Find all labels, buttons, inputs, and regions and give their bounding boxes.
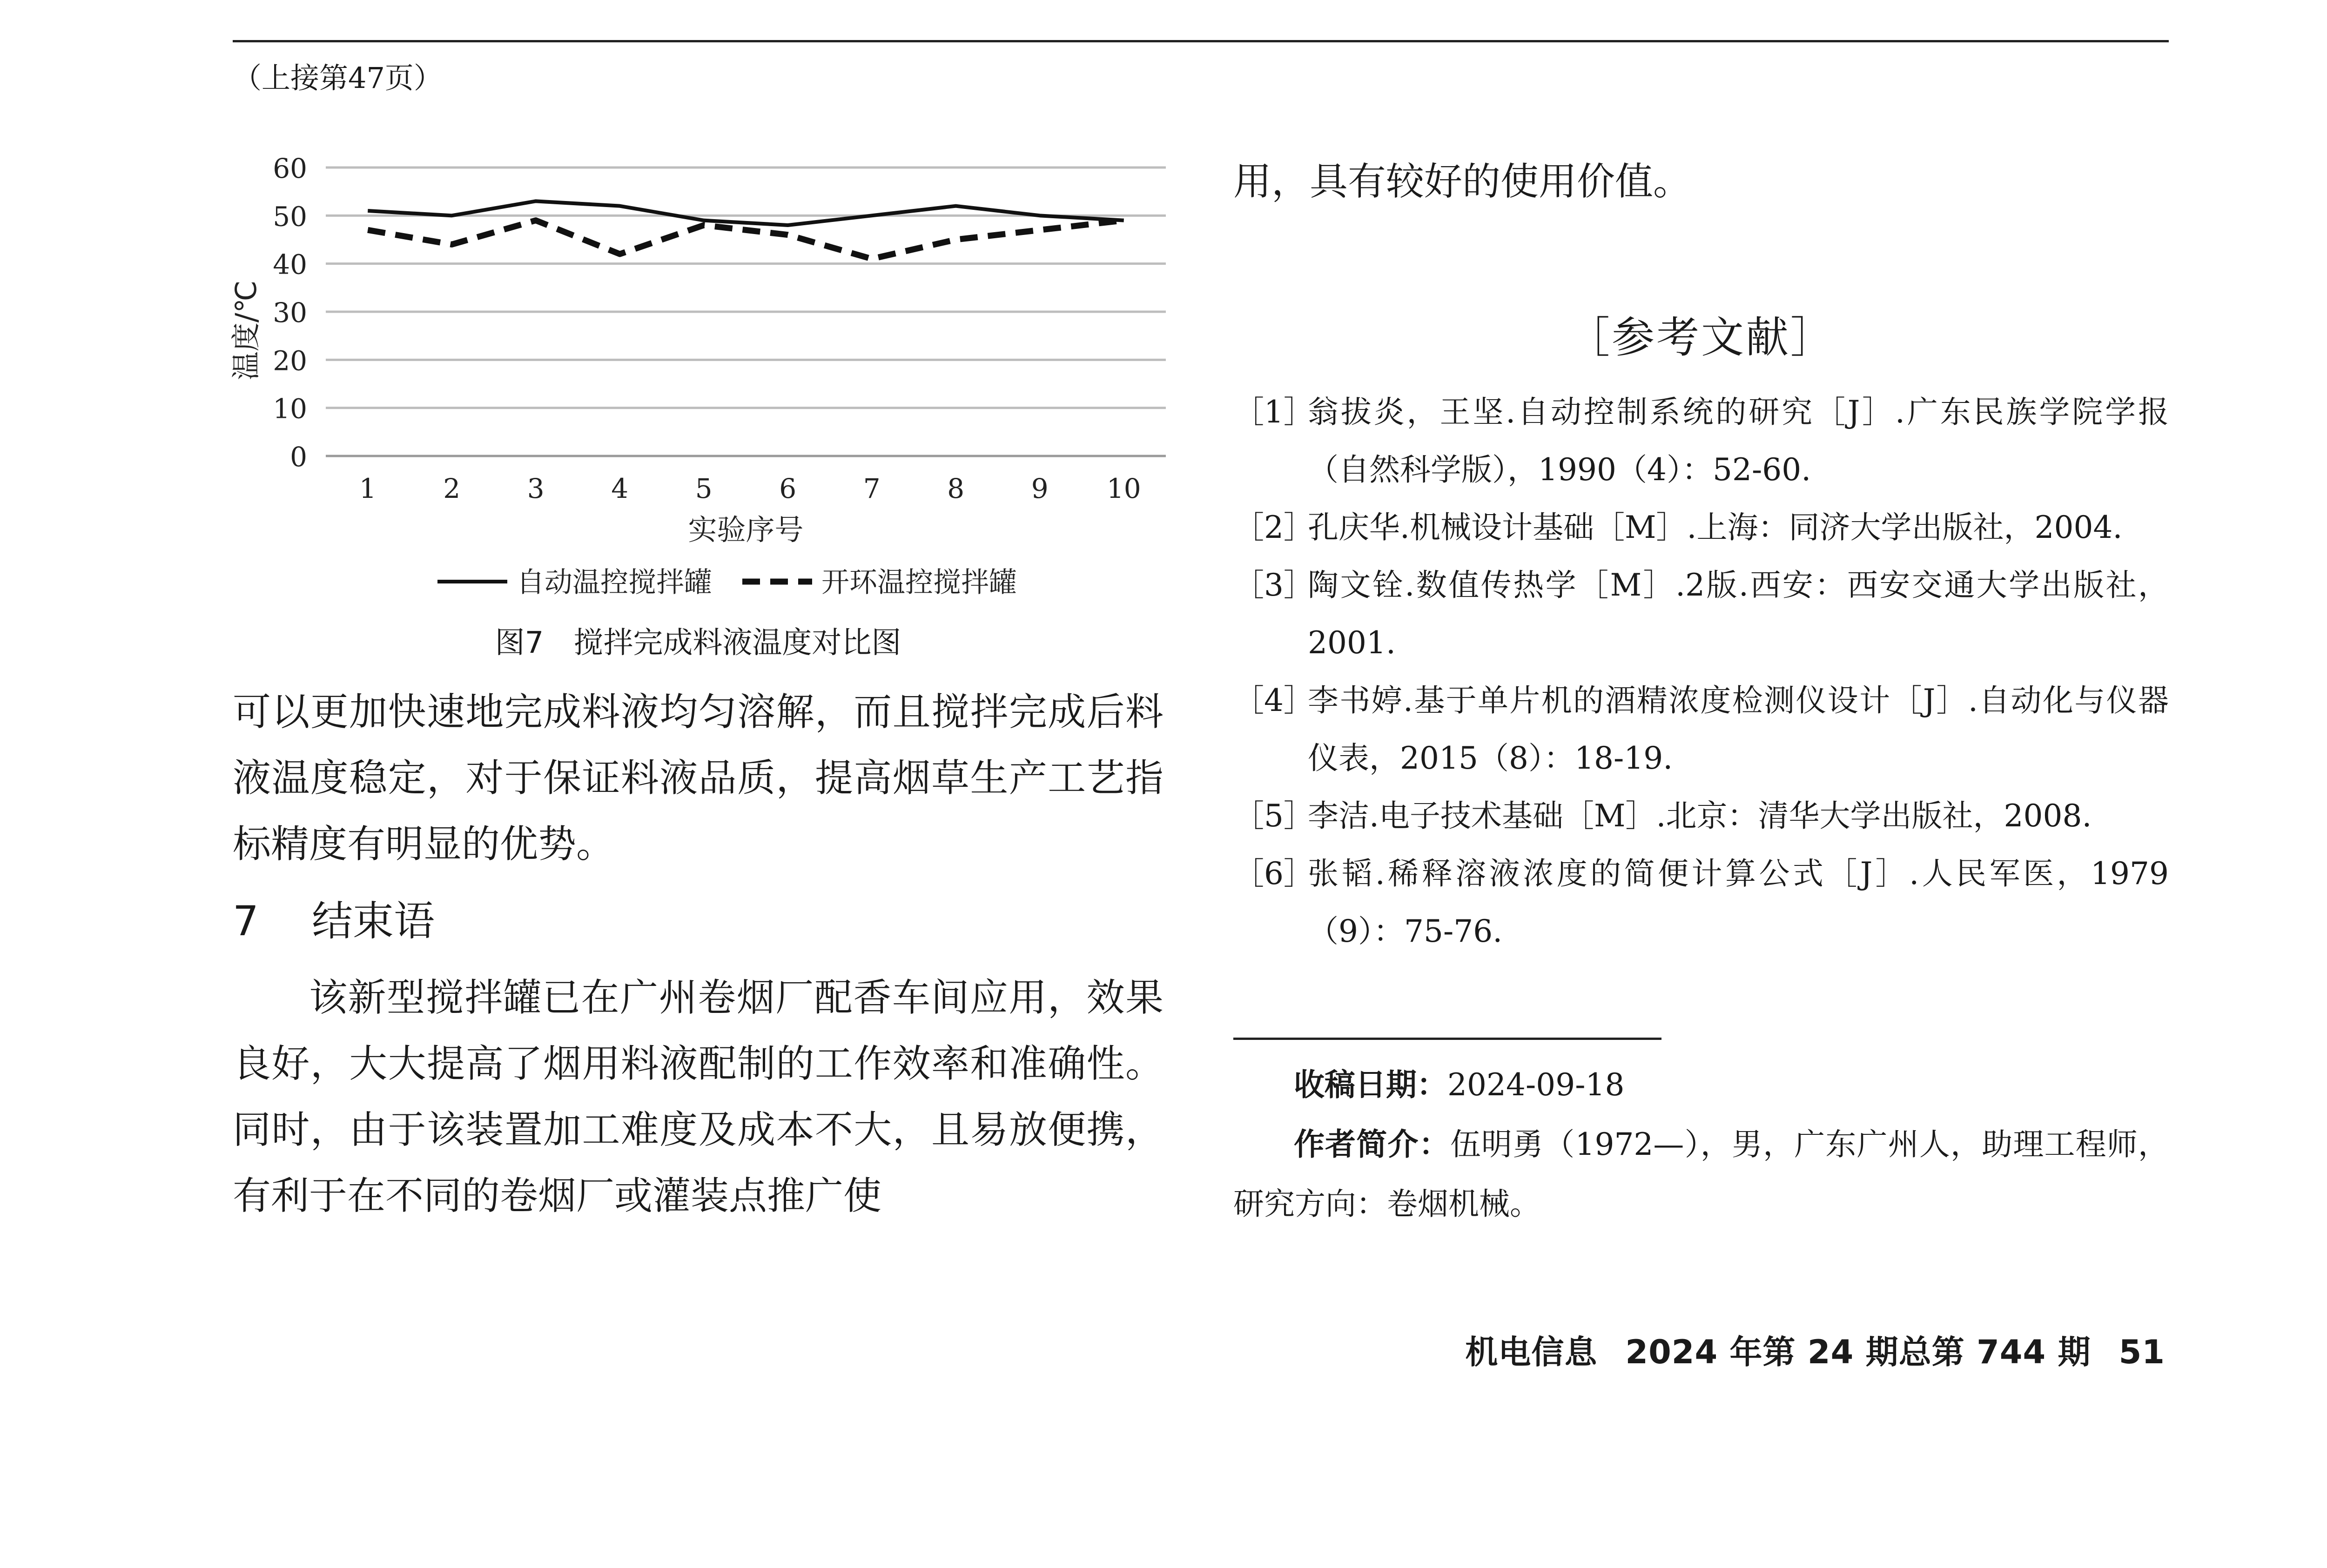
x-tick-label: 3 (527, 473, 545, 504)
temperature-chart (214, 140, 1215, 614)
reference-item (1233, 787, 2169, 845)
reference-item (1233, 556, 2169, 672)
reference-index: ［5］ (1233, 798, 1314, 834)
reference-text: 孔庆华.机械设计基础［M］.上海：同济大学出版社，2004. (1308, 509, 2123, 545)
issue-info: 2024 年第 24 期总第 744 期 (1625, 1333, 2091, 1371)
reference-index: ［4］ (1233, 683, 1314, 718)
page-footer (1437, 1326, 2165, 1373)
author-bio (1233, 1115, 2169, 1234)
y-axis-label: 温度/℃ (229, 280, 263, 381)
header-rule (233, 40, 2169, 42)
references-heading: ［参考文献］ (1567, 313, 1835, 362)
legend-label: 自动温控搅拌罐 (517, 566, 712, 599)
author-label: 作者简介： (1294, 1126, 1450, 1162)
x-tick-label: 1 (359, 473, 377, 504)
section-number: 7 (233, 897, 259, 945)
reference-index: ［2］ (1233, 509, 1314, 545)
figure-caption: 图7 搅拌完成料液温度对比图 (495, 626, 901, 660)
page-number: 51 (2119, 1333, 2165, 1371)
y-tick-label: 20 (273, 345, 307, 377)
journal-name: 机电信息 (1465, 1333, 1598, 1371)
reference-text: 翁拔炎，王坚.自动控制系统的研究［J］.广东民族学院学报（自然科学版），1990（4）：52-60. (1308, 394, 2169, 488)
x-tick-label: 6 (779, 473, 797, 504)
author-text: 伍明勇（1972—），男，广东广州人，助理工程师，研究方向：卷烟机械。 (1233, 1126, 2169, 1222)
x-tick-label: 10 (1106, 473, 1141, 504)
y-tick-label: 50 (273, 201, 307, 233)
body-paragraph: 该新型搅拌罐已在广州卷烟厂配香车间应用，效果良好，大大提高了烟用料液配制的工作效率和准确性。同时，由于该装置加工难度及成本不大，且易放便携，有利于在不同的卷烟厂或灌装点推广使 (233, 976, 1164, 1218)
x-tick-label: 7 (863, 473, 881, 504)
reference-text: 张韬.稀释溶液浓度的简便计算公式［J］.人民军医，1979（9）：75-76. (1308, 856, 2169, 949)
x-tick-label: 4 (611, 473, 629, 504)
reference-text: 李洁.电子技术基础［M］.北京：清华大学出版社，2008. (1308, 798, 2092, 834)
right-column (1233, 149, 2169, 960)
received-label: 收稿日期： (1294, 1067, 1447, 1103)
left-column (233, 679, 1164, 1229)
reference-text: 陶文铨.数值传热学［M］.2版.西安：西安交通大学出版社，2001. (1308, 567, 2169, 661)
x-tick-label: 9 (1031, 473, 1049, 504)
x-tick-label: 8 (947, 473, 965, 504)
reference-item (1233, 845, 2169, 960)
x-axis-label: 实验序号 (688, 513, 804, 547)
reference-list (1233, 383, 2169, 960)
footnote-rule (1233, 1038, 1661, 1040)
series-line-1 (368, 201, 1124, 225)
received-date (1294, 1056, 1625, 1114)
reference-index: ［1］ (1233, 394, 1314, 430)
y-tick-label: 60 (273, 153, 307, 184)
reference-index: ［6］ (1233, 856, 1314, 891)
reference-text: 李书婷.基于单片机的酒精浓度检测仪设计［J］.自动化与仪器仪表，2015（8）：18-19. (1308, 683, 2169, 776)
reference-item (1233, 383, 2169, 499)
continued-note: （上接第47页） (233, 61, 443, 95)
y-tick-label: 10 (273, 393, 307, 425)
series-line-2 (368, 221, 1124, 259)
body-paragraph: 用，具有较好的使用价值。 (1233, 160, 1692, 204)
received-value: 2024-09-18 (1447, 1067, 1625, 1103)
reference-item (1233, 672, 2169, 787)
y-tick-label: 0 (290, 441, 307, 473)
reference-item (1233, 499, 2169, 556)
legend-label: 开环温控搅拌罐 (821, 566, 1017, 599)
body-paragraph: 可以更加快速地完成料液均匀溶解，而且搅拌完成后料液温度稳定，对于保证料液品质，提高烟草生产工艺指标精度有明显的优势。 (233, 690, 1164, 866)
reference-index: ［3］ (1233, 567, 1314, 603)
y-tick-label: 40 (273, 248, 307, 281)
y-tick-label: 30 (273, 297, 307, 328)
section-heading (233, 893, 1164, 949)
x-tick-label: 2 (443, 473, 461, 504)
chart-canvas (214, 140, 1215, 614)
section-title: 结束语 (312, 897, 435, 945)
x-tick-label: 5 (695, 473, 713, 504)
